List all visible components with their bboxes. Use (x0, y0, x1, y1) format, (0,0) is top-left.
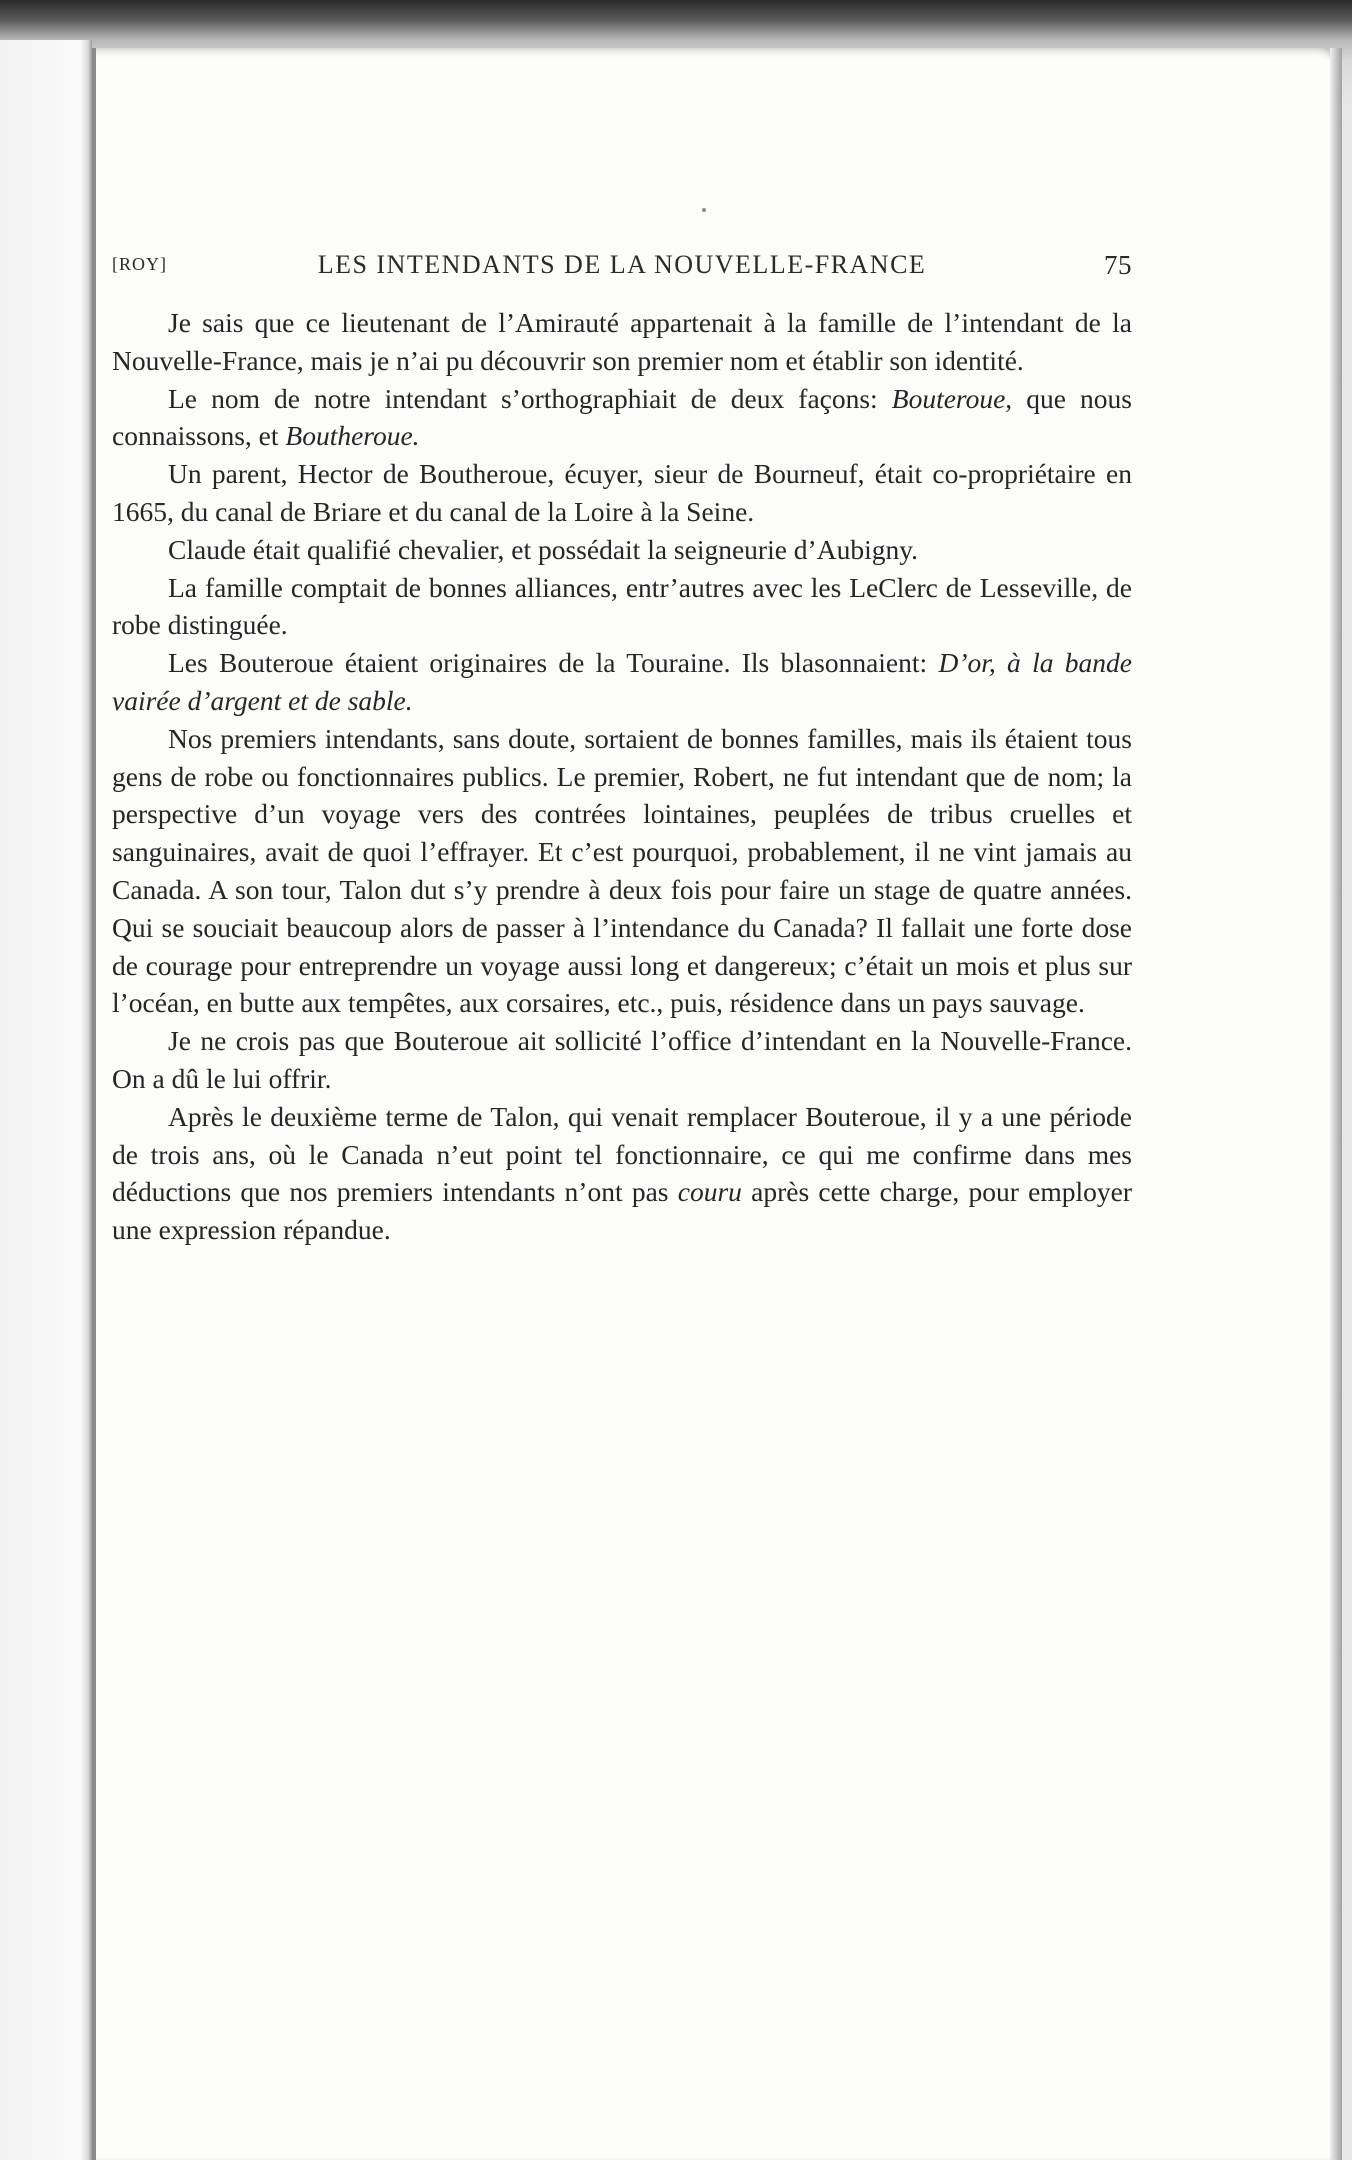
paragraph-2-italic-name-2: Boutheroue. (285, 420, 420, 452)
paper-speck (702, 208, 706, 212)
header-title: LES INTENDANTS DE LA NOUVELLE-FRANCE (317, 250, 927, 279)
running-header (112, 240, 1132, 290)
paragraph-2-italic-name-1: Bouteroue, (891, 382, 1013, 414)
paragraph-9-text-end: après cette charge, pour employer une expression répandue. (112, 1176, 1132, 1246)
paragraph-8: Je ne crois pas que Bouteroue ait sollicité l’office d’intendant en la Nouvelle-France. On a dû le lui offrir. (112, 1025, 1132, 1094)
paragraph-5: La famille comptait de bonnes alliances, entr’autres avec les LeClerc de Lesseville, de robe distinguée. (112, 571, 1132, 641)
paragraph-6-text: Les Bouteroue étaient originaires de la Touraine. Ils blasonnaient: (168, 647, 939, 679)
page-right-rim (1330, 48, 1342, 2160)
paragraph-6-blazon: D’or, à la bande vairée d’argent et de sable. (112, 647, 1132, 716)
paragraph-2-text-middle: que nous connaissons, et (112, 382, 1132, 452)
paragraph-9 (112, 1098, 1132, 1249)
body-text (112, 304, 1132, 1249)
paragraph-9-text: Après le deuxième terme de Talon, qui venait remplacer Bouteroue, il y a une période de trois ans, où le Canada n’eut point tel fonctionnaire, ce qui me confirme dans mes déductions que nos premiers intendants n’ont pas (112, 1100, 1132, 1208)
binding-edge (92, 48, 96, 2160)
paragraph-3: Un parent, Hector de Boutheroue, écuyer, sieur de Bourneuf, était co-propriétaire en 1665, du canal de Briare et du canal de la Loire à la Seine. (112, 458, 1132, 527)
page-number: 75 (1104, 250, 1132, 280)
facing-page-edge (0, 40, 92, 2160)
paragraph-6 (112, 644, 1132, 720)
paragraph-7: Nos premiers intendants, sans doute, sortaient de bonnes familles, mais ils étaient tous gens de robe ou fonctionnaires publics. Le premier, Robert, ne fut intendant que de nom; la perspective d’un voyage vers des contrées lointaines, peuplées de tribus cruelles et sanguinaires, avait de quoi l’effrayer. Et c’est pourquoi, probablement, il ne vint jamais au Canada. A son tour, Talon dut s’y prendre à deux fois pour faire un stage de quatre années. Qui se souciait beaucoup alors de passer à l’intendance du Canada? Il fallait une forte dose de courage pour entreprendre un voyage aussi long et dangereux; c’était un mois et plus sur l’océan, en butte aux tempêtes, aux corsaires, etc., puis, résidence dans un pays sauvage. (112, 722, 1132, 1019)
paragraph-9-italic: couru (677, 1176, 742, 1208)
paragraph-2 (112, 380, 1132, 456)
paragraph-2-text: Le nom de notre intendant s’orthographiait de deux façons: (168, 382, 892, 414)
paragraph-1: Je sais que ce lieutenant de l’Amirauté appartenait à la famille de l’intendant de la Nouvelle-France, mais je n’ai pu découvrir son premier nom et établir son identité. (112, 307, 1132, 376)
paragraph-4: Claude était qualifié chevalier, et possédait la seigneurie d’Aubigny. (168, 533, 919, 565)
header-author: [ROY] (112, 254, 167, 274)
